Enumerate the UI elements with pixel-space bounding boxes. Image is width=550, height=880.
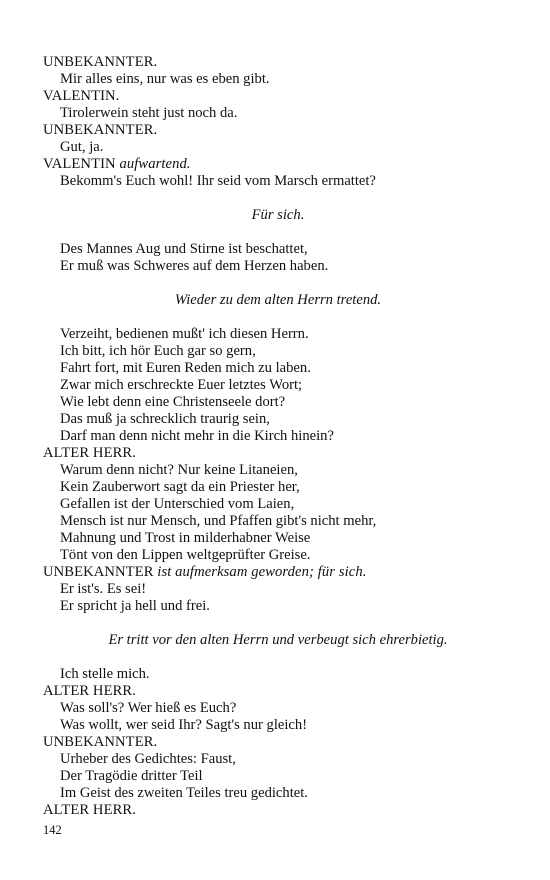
speaker-line	[43, 683, 513, 700]
stage-direction: Wieder zu dem alten Herrn tretend.	[174, 292, 382, 308]
speaker-name: UNBEKANNTER.	[43, 122, 158, 138]
blank-line	[43, 275, 513, 292]
verse-line: Tirolerwein steht just noch da.	[60, 105, 238, 121]
speaker-line	[43, 734, 513, 751]
verse-line: Er spricht ja hell und frei.	[60, 598, 210, 614]
stage-direction: Für sich.	[251, 207, 305, 223]
speaker-line	[43, 88, 513, 105]
blank-line	[43, 649, 513, 666]
verse-line: Er ist's. Es sei!	[60, 581, 147, 597]
blank-line	[43, 309, 513, 326]
speaker-name: ALTER HERR.	[43, 445, 136, 461]
speaker-name: UNBEKANNTER.	[43, 734, 158, 750]
verse-line: Wie lebt denn eine Christenseele dort?	[60, 394, 286, 410]
speaker-line	[43, 802, 513, 819]
verse-line: Im Geist des zweiten Teiles treu gedichtet.	[60, 785, 308, 801]
verse-line: Tönt von den Lippen weltgeprüfter Greise.	[60, 547, 311, 563]
speaker-line	[43, 54, 513, 71]
speaker-line	[43, 564, 513, 581]
verse-line: Gut, ja.	[60, 139, 104, 155]
verse-line: Was soll's? Wer hieß es Euch?	[60, 700, 237, 716]
verse-line: Der Tragödie dritter Teil	[60, 768, 203, 784]
verse-line: Verzeiht, bedienen mußt' ich diesen Herrn.	[60, 326, 309, 342]
verse-line: Gefallen ist der Unterschied vom Laien,	[60, 496, 295, 512]
verse-line: Was wollt, wer seid Ihr? Sagt's nur gleich!	[60, 717, 308, 733]
blank-line	[43, 190, 513, 207]
verse-line: Bekomm's Euch wohl! Ihr seid vom Marsch ermattet?	[60, 173, 376, 189]
stage-direction: Er tritt vor den alten Herrn und verbeugt sich ehrerbietig.	[108, 632, 448, 648]
verse-line: Darf man denn nicht mehr in die Kirch hinein?	[60, 428, 334, 444]
verse-line: Zwar mich erschreckte Euer letztes Wort;	[60, 377, 303, 393]
speaker-line	[43, 445, 513, 462]
verse-line: Warum denn nicht? Nur keine Litaneien,	[60, 462, 298, 478]
speaker-line	[43, 122, 513, 139]
verse-line: Ich stelle mich.	[60, 666, 150, 682]
verse-line: Mensch ist nur Mensch, und Pfaffen gibt's nicht mehr,	[60, 513, 377, 529]
play-text	[43, 54, 513, 819]
speaker-line	[43, 156, 513, 173]
verse-line: Mahnung und Trost in milderhabner Weise	[60, 530, 311, 546]
verse-line: Er muß was Schweres auf dem Herzen haben.	[60, 258, 329, 274]
speaker-name: VALENTIN.	[43, 88, 120, 104]
blank-line	[43, 615, 513, 632]
speaker-name: UNBEKANNTER.	[43, 54, 158, 70]
speaker-name: VALENTIN	[43, 156, 116, 172]
verse-line: Mir alles eins, nur was es eben gibt.	[60, 71, 270, 87]
page-number: 142	[43, 823, 62, 837]
verse-line: Ich bitt, ich hör Euch gar so gern,	[60, 343, 256, 359]
verse-line: Urheber des Gedichtes: Faust,	[60, 751, 236, 767]
verse-line: Kein Zauberwort sagt da ein Priester her,	[60, 479, 300, 495]
verse-line: Des Mannes Aug und Stirne ist beschattet,	[60, 241, 308, 257]
speaker-name: ALTER HERR.	[43, 802, 136, 818]
stage-direction-inline: ist aufmerksam geworden; für sich.	[157, 564, 367, 580]
speaker-name: ALTER HERR.	[43, 683, 136, 699]
blank-line	[43, 224, 513, 241]
verse-line: Fahrt fort, mit Euren Reden mich zu laben.	[60, 360, 311, 376]
speaker-name: UNBEKANNTER	[43, 564, 154, 580]
verse-line: Das muß ja schrecklich traurig sein,	[60, 411, 270, 427]
stage-direction-inline: aufwartend.	[119, 156, 191, 172]
